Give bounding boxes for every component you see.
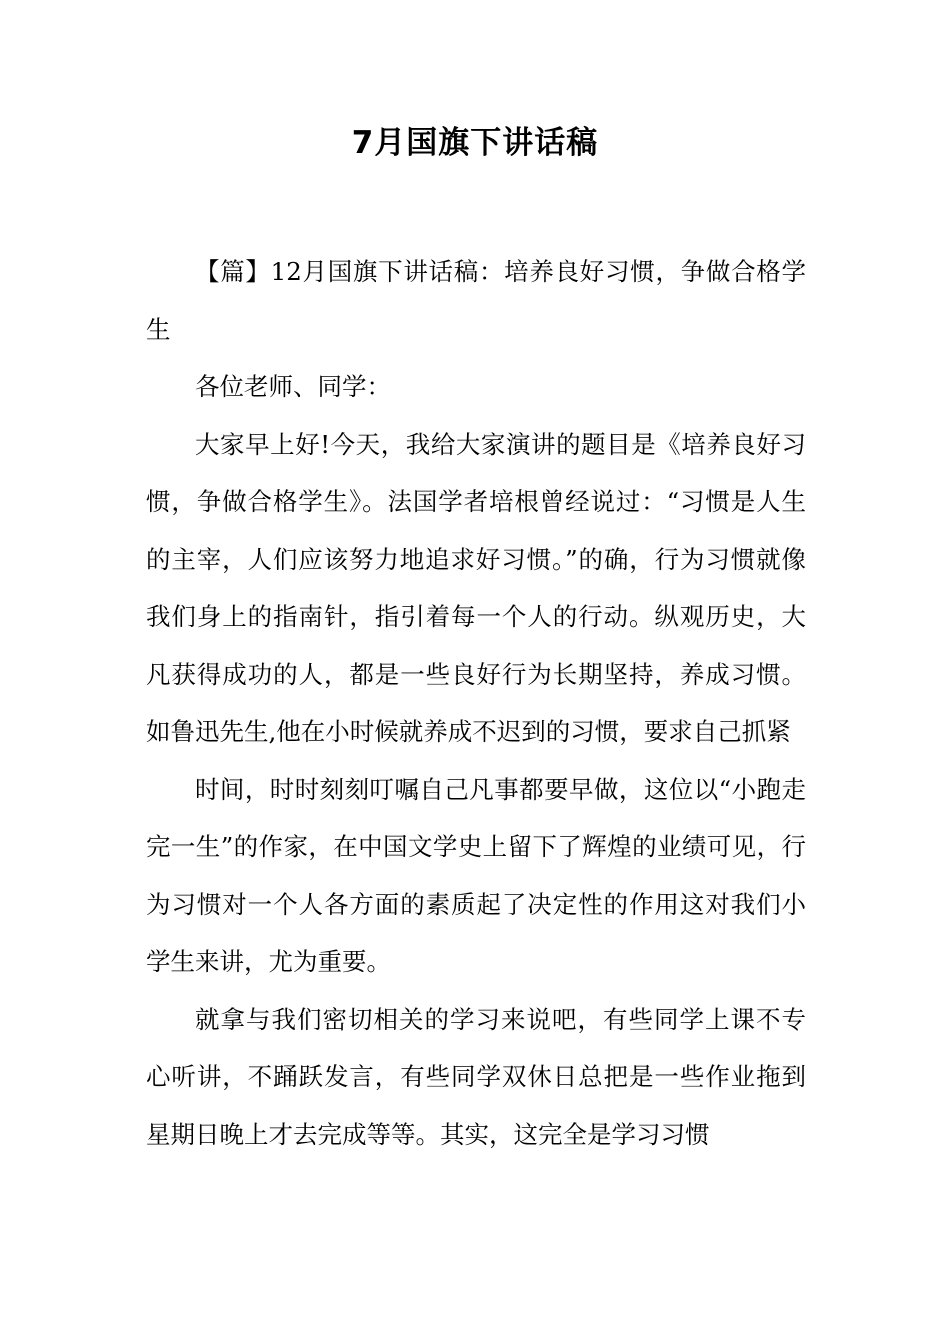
paragraph: 大家早上好!今天，我给大家演讲的题目是《培养良好习惯，争做合格学生》。法国学者培根曾经说过：“习惯是人生的主宰，人们应该努力地追求好习惯。”的确，行为习惯就像我们身上的指南针，指引着每一个人的行动。纵观历史，大凡获得成功的人，都是一些良好行为长期坚持，养成习惯。如鲁迅先生,他在小时候就养成不迟到的习惯，要求自己抓紧 xyxy=(146,429,806,746)
document-body xyxy=(146,243,806,1163)
paragraph-greeting: 各位老师、同学： xyxy=(195,372,391,401)
document-title: 7月国旗下讲话稿 xyxy=(351,125,599,161)
paragraph: 就拿与我们密切相关的学习来说吧，有些同学上课不专心听讲，不踊跃发言，有些同学双休日总把是一些作业拖到星期日晚上才去完成等等。其实，这完全是学习习惯 xyxy=(146,1004,806,1149)
paragraph: 时间，时时刻刻叮嘱自己凡事都要早做，这位以“小跑走完一生”的作家，在中国文学史上留下了辉煌的业绩可见，行为习惯对一个人各方面的素质起了决定性的作用这对我们小学生来讲，尤为重要。 xyxy=(146,774,806,976)
paragraph-heading: 【篇】12月国旗下讲话稿：培养良好习惯，争做合格学生 xyxy=(146,257,806,344)
